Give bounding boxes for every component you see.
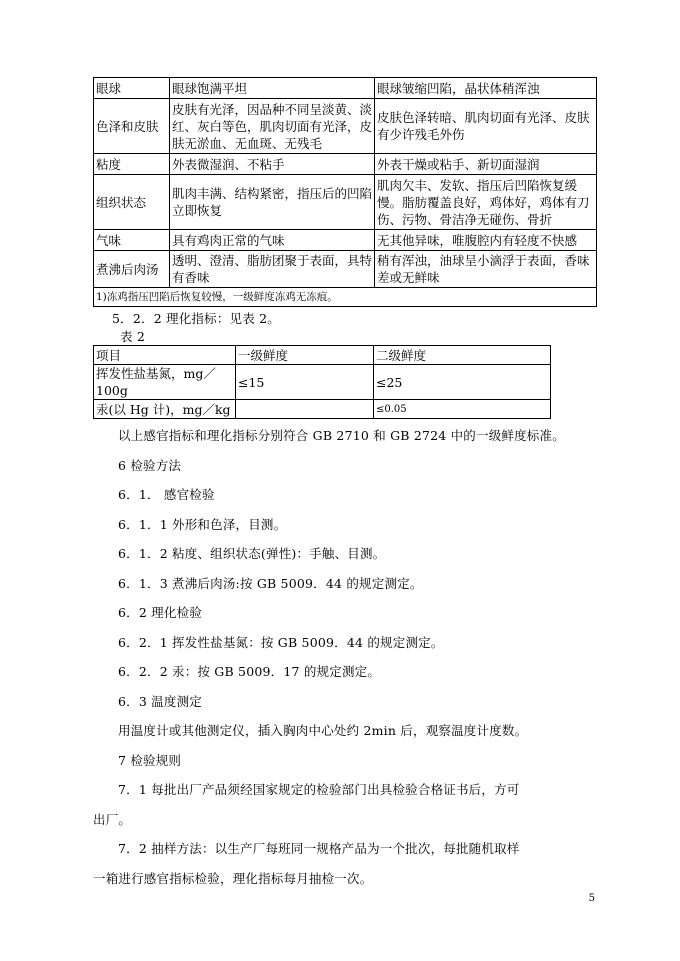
- section-heading: 6．2 理化检验: [118, 605, 202, 620]
- table-cell: 煮沸后肉汤: [94, 251, 170, 288]
- paragraph: 6．2．2 汞：按 GB 5009．17 的规定测定。: [118, 664, 381, 679]
- table-cell: 汞(以 Hg 计)，mg／kg: [94, 400, 236, 419]
- table-row: [94, 154, 597, 175]
- table-cell: 外表微湿润、不粘手: [170, 154, 375, 175]
- table-row: [94, 99, 597, 154]
- table-cell: 肌肉丰满、结构紧密，指压后的凹陷立即恢复: [170, 175, 375, 230]
- table-cell: ≤0.05: [374, 400, 551, 419]
- paragraph: 以上感官指标和理化指标分别符合 GB 2710 和 GB 2724 中的一级鲜度标准。: [118, 428, 565, 443]
- physicochemical-table: [93, 345, 551, 419]
- table-row: [94, 78, 597, 99]
- paragraph: 6．1．3 煮沸后肉汤:按 GB 5009．44 的规定测定。: [118, 576, 423, 591]
- table-header-cell: 项目: [94, 346, 236, 365]
- table-cell: 气味: [94, 230, 170, 251]
- table-cell: 眼球皱缩凹陷，晶状体稍浑浊: [375, 78, 597, 99]
- table-cell: 无其他异味，唯腹腔内有轻度不快感: [375, 230, 597, 251]
- table-note: 1)冻鸡指压凹陷后恢复较慢，一级鲜度冻鸡无冻痕。: [94, 288, 597, 307]
- table-row: [94, 230, 597, 251]
- table-cell: 具有鸡肉正常的气味: [170, 230, 375, 251]
- paragraph: 出厂。: [93, 812, 132, 827]
- paragraph: 7．2 抽样方法：以生产厂每班同一规格产品为一个批次，每批随机取样: [118, 841, 520, 856]
- table-cell: 粘度: [94, 154, 170, 175]
- table-cell: 稍有浑浊，油球呈小滴浮于表面，香味差或无鲜味: [375, 251, 597, 288]
- table-header-cell: 二级鲜度: [374, 346, 551, 365]
- table-row: [94, 400, 551, 419]
- paragraph: 5．2．2 理化指标：见表 2。: [112, 311, 280, 326]
- table-cell: 皮肤色泽转暗、肌肉切面有光泽、皮肤有少许残毛外伤: [375, 99, 597, 154]
- table-cell: 肌肉欠丰、发软、指压后凹陷恢复缓慢。脂肪覆盖良好，鸡体好，鸡体有刀伤、污物、骨洁净无碰伤、骨折: [375, 175, 597, 230]
- table-row: [94, 288, 597, 307]
- section-heading: 7 检验规则: [118, 753, 182, 768]
- paragraph: 用温度计或其他测定仪，插入胸肉中心处约 2min 后，观察温度计度数。: [118, 723, 528, 738]
- paragraph: 一箱进行感官指标检验，理化指标每月抽检一次。: [93, 871, 373, 886]
- paragraph: 6．2．1 挥发性盐基氮：按 GB 5009．44 的规定测定。: [118, 635, 444, 650]
- table-cell: 眼球: [94, 78, 170, 99]
- paragraph: 7．1 每批出厂产品须经国家规定的检验部门出具检验合格证书后，方可: [118, 782, 520, 797]
- table-cell: 组织状态: [94, 175, 170, 230]
- table-row: [94, 251, 597, 288]
- table-cell: 挥发性盐基氮，mg／100g: [94, 365, 236, 400]
- page-number: 5: [588, 893, 595, 904]
- table-cell: 皮肤有光泽，因品种不同呈淡黄、淡红、灰白等色，肌肉切面有光泽，皮肤无淤血、无血斑、无残毛: [170, 99, 375, 154]
- table-cell: 透明、澄清、脂肪团聚于表面，具特有香味: [170, 251, 375, 288]
- table-header-cell: 一级鲜度: [236, 346, 374, 365]
- sensory-table: [93, 77, 597, 307]
- table-row: [94, 365, 551, 400]
- table-cell: [236, 400, 374, 419]
- paragraph: 6．1．2 粘度、组织状态(弹性)：手触、目测。: [118, 546, 386, 561]
- table-cell: ≤15: [236, 365, 374, 400]
- section-heading: 6．3 温度测定: [118, 694, 202, 709]
- paragraph: 6．1．1 外形和色泽，目测。: [118, 517, 287, 532]
- table-row: [94, 175, 597, 230]
- table-header-row: [94, 346, 551, 365]
- table-cell: 色泽和皮肤: [94, 99, 170, 154]
- table-cell: 眼球饱满平坦: [170, 78, 375, 99]
- section-heading: 6．1． 感官检验: [118, 487, 215, 502]
- section-heading: 6 检验方法: [118, 458, 182, 473]
- table-caption: 表 2: [120, 329, 146, 344]
- table-cell: ≤25: [374, 365, 551, 400]
- table-cell: 外表干燥或粘手、新切面湿润: [375, 154, 597, 175]
